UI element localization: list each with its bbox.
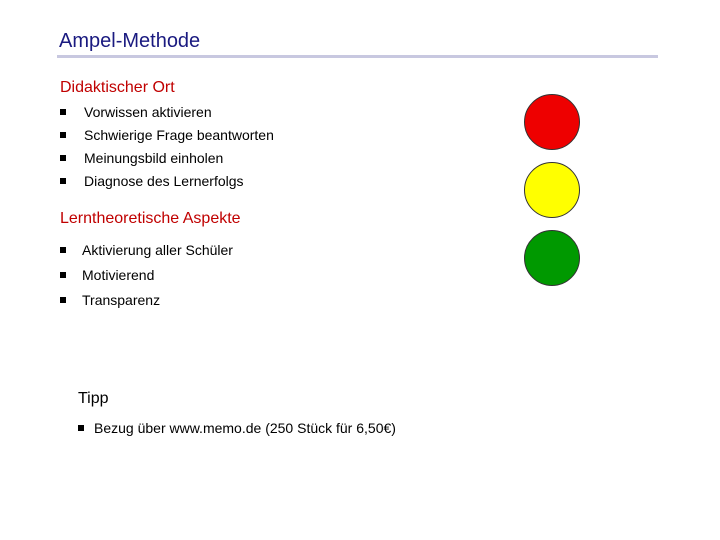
- list-item: [60, 127, 274, 150]
- bullet-marker: [60, 132, 66, 138]
- list-item: [60, 173, 274, 196]
- list-item: [60, 292, 233, 317]
- list-item: [60, 150, 274, 173]
- list-item: [78, 420, 396, 436]
- section-heading-lerntheoretische-aspekte: Lerntheoretische Aspekte: [60, 210, 241, 227]
- list-item-text: Transparenz: [82, 292, 161, 308]
- list-item-text: Vorwissen aktivieren: [84, 104, 212, 120]
- didaktischer-ort-list: [60, 104, 274, 196]
- bullet-marker: [60, 155, 66, 161]
- list-item-text: Meinungsbild einholen: [84, 150, 224, 166]
- red-light: [524, 94, 580, 150]
- list-item: [60, 242, 233, 267]
- section-heading-didaktischer-ort: Didaktischer Ort: [60, 79, 175, 96]
- tip-heading: Tipp: [78, 390, 109, 407]
- yellow-light: [524, 162, 580, 218]
- list-item-text: Schwierige Frage beantworten: [84, 127, 274, 143]
- bullet-marker: [60, 247, 66, 253]
- list-item: [60, 104, 274, 127]
- lerntheoretische-aspekte-list: [60, 242, 233, 317]
- list-item-text: Bezug über www.memo.de (250 Stück für 6,50€): [94, 420, 396, 436]
- bullet-marker: [60, 109, 66, 115]
- green-light: [524, 230, 580, 286]
- bullet-marker: [78, 425, 84, 431]
- list-item-text: Diagnose des Lernerfolgs: [84, 173, 244, 189]
- list-item-text: Aktivierung aller Schüler: [82, 242, 233, 258]
- list-item-text: Motivierend: [82, 267, 155, 283]
- title-underline: [57, 55, 658, 58]
- list-item: [60, 267, 233, 292]
- slide-title: Ampel-Methode: [59, 30, 201, 52]
- bullet-marker: [60, 297, 66, 303]
- tip-list: [78, 420, 396, 436]
- bullet-marker: [60, 178, 66, 184]
- bullet-marker: [60, 272, 66, 278]
